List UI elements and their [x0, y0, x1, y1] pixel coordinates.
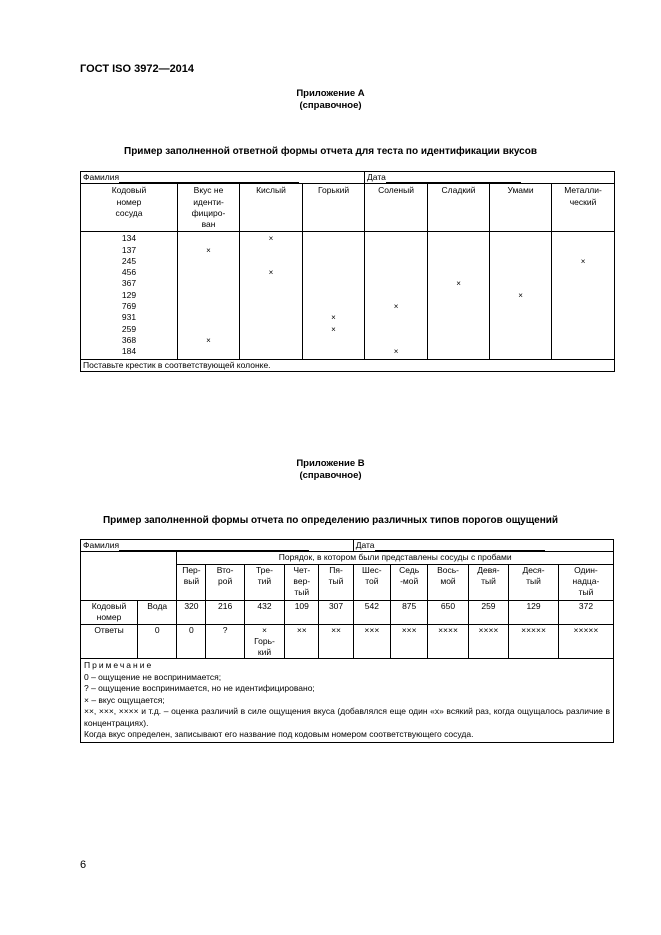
- note-line: ? – ощущение воспринимается, но не идентифицировано;: [84, 683, 315, 694]
- bitter-column[interactable]: [303, 232, 365, 359]
- ordinal-header: Шес- той: [353, 564, 390, 600]
- sweet-column[interactable]: [428, 232, 490, 359]
- ordinal-header: Деся- тый: [509, 564, 559, 600]
- document-code: ГОСТ ISO 3972—2014: [80, 63, 195, 75]
- answer-cell[interactable]: 0: [177, 624, 206, 659]
- cross-mark: ×: [206, 335, 211, 345]
- cross-mark: ×: [331, 324, 336, 334]
- cross-mark: ×: [580, 256, 586, 266]
- ordinal-header: Пя- тый: [319, 564, 353, 600]
- date-line-b: [375, 540, 545, 551]
- answer-cell[interactable]: ×××: [353, 624, 390, 659]
- cross-mark: ×: [268, 268, 274, 278]
- surname-field-b[interactable]: [81, 540, 354, 552]
- vessel-code: 372: [558, 600, 613, 624]
- column-header-bitter: Горький: [303, 184, 365, 232]
- code-value: 129: [121, 289, 137, 300]
- ordinal-header: Вто- рой: [206, 564, 244, 600]
- column-header-unidentified: Вкус не иденти- фициро- ван: [178, 184, 240, 232]
- vessel-code: 129: [509, 600, 559, 624]
- code-value: 769: [121, 301, 137, 312]
- column-header-umami: Умами: [490, 184, 552, 232]
- unidentified-column[interactable]: [178, 232, 240, 359]
- cross-mark: ×: [206, 245, 211, 255]
- vessel-code: 320: [177, 600, 206, 624]
- water-answer: 0: [138, 624, 177, 659]
- answer-cell[interactable]: ?: [206, 624, 244, 659]
- ordinal-header: Пер- вый: [177, 564, 206, 600]
- ordinal-header: Седь -мой: [391, 564, 428, 600]
- code-value: 245: [121, 255, 137, 266]
- vessel-code: 259: [468, 600, 508, 624]
- appendix-a-heading: Приложение А: [296, 88, 365, 99]
- code-label: Кодовый номер: [81, 600, 138, 624]
- taste-identification-table: [80, 171, 615, 372]
- cross-mark: ×: [393, 302, 399, 312]
- date-label-b: Дата: [355, 540, 375, 550]
- vessel-code: 875: [391, 600, 428, 624]
- water-label: Вода: [138, 600, 177, 624]
- column-header-sour: Кислый: [240, 184, 303, 232]
- code-column: [81, 232, 178, 359]
- cross-mark: ×: [518, 290, 523, 300]
- ordinal-header: Тре- тий: [244, 564, 284, 600]
- order-header: Порядок, в котором были представлены сосуды с пробами: [177, 552, 614, 564]
- code-value: 456: [121, 267, 137, 278]
- date-field-b[interactable]: [353, 540, 613, 552]
- answer-cell[interactable]: ××××: [468, 624, 508, 659]
- cross-mark: ×: [393, 347, 399, 357]
- code-value: 137: [121, 244, 137, 255]
- table-a-footer: Поставьте крестик в соответствующей колонке.: [81, 359, 615, 371]
- column-header-sweet: Сладкий: [428, 184, 490, 232]
- umami-column[interactable]: [490, 232, 552, 359]
- answer-cell[interactable]: ×××××: [509, 624, 559, 659]
- appendix-b-subheading: (справочное): [299, 470, 362, 481]
- answer-cell[interactable]: × Горь- кий: [244, 624, 284, 659]
- surname-field[interactable]: [81, 172, 365, 184]
- code-value: 259: [121, 323, 137, 334]
- vessel-code: 216: [206, 600, 244, 624]
- answer-cell[interactable]: ×××: [391, 624, 428, 659]
- vessel-code: 650: [428, 600, 468, 624]
- surname-line-b: [119, 540, 309, 551]
- appendix-b-title: Пример заполненной формы отчета по определению различных типов порогов ощущений: [102, 515, 559, 526]
- cross-mark: ×: [331, 313, 336, 323]
- answer-cell[interactable]: ××: [319, 624, 353, 659]
- note-line: × – вкус ощущается;: [84, 694, 165, 705]
- cross-mark: ×: [456, 279, 461, 289]
- ordinal-header: Чет- вер- тый: [285, 564, 319, 600]
- answer-cell[interactable]: ×××××: [558, 624, 613, 659]
- page-number: 6: [80, 859, 87, 871]
- metallic-column[interactable]: [552, 232, 615, 359]
- code-value: 931: [121, 312, 137, 323]
- code-value: 134: [121, 233, 137, 244]
- salty-column[interactable]: [365, 232, 428, 359]
- answer-cell[interactable]: ××××: [428, 624, 468, 659]
- note-line: Когда вкус определен, записывают его название под кодовым номером соответствующего сосуда.: [84, 729, 474, 740]
- note-line: 0 – ощущение не воспринимается;: [84, 671, 222, 682]
- answer-cell[interactable]: ××: [285, 624, 319, 659]
- surname-label-b: Фамилия: [83, 540, 120, 550]
- threshold-table: [80, 539, 614, 743]
- code-value: 367: [121, 278, 137, 289]
- surname-line: [119, 172, 299, 183]
- column-header-metallic: Металли- ческий: [552, 184, 615, 232]
- column-header-salty: Соленый: [365, 184, 428, 232]
- code-value: 184: [121, 346, 137, 357]
- vessel-code: 109: [285, 600, 319, 624]
- appendix-b-heading: Приложение В: [296, 458, 365, 469]
- ordinal-header: Девя- тый: [468, 564, 508, 600]
- column-header-code: Кодовый номер сосуда: [81, 184, 178, 232]
- vessel-code: 542: [353, 600, 390, 624]
- appendix-a-title: Пример заполненной ответной формы отчета для теста по идентификации вкусов: [124, 146, 537, 157]
- answers-label: Ответы: [81, 624, 138, 659]
- date-line: [386, 172, 521, 183]
- appendix-a-subheading: (справочное): [299, 100, 362, 111]
- date-label: Дата: [367, 172, 386, 182]
- ordinal-header: Один- надца- тый: [558, 564, 613, 600]
- corner-cell: [81, 552, 177, 600]
- code-value: 368: [121, 334, 137, 345]
- note-line: ××, ×××, ×××× и т.д. – оценка различий в силе ощущения вкуса (добавлялся еще один «х» всякий раз, когда ощущалось различие в концентрациях).: [84, 706, 610, 728]
- vessel-code: 307: [319, 600, 353, 624]
- date-field[interactable]: [365, 172, 615, 184]
- ordinal-header: Вось- мой: [428, 564, 468, 600]
- sour-column[interactable]: [240, 232, 303, 359]
- vessel-code: 432: [244, 600, 284, 624]
- note-title: Примечание: [84, 660, 154, 671]
- cross-mark: ×: [268, 234, 274, 244]
- surname-label: Фамилия: [83, 172, 120, 182]
- note-block: [81, 659, 614, 743]
